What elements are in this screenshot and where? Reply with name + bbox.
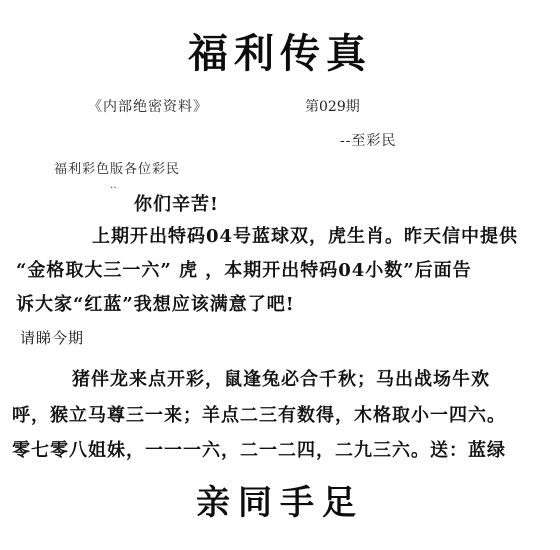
document-title: 福利传真 (188, 30, 372, 77)
body-line-7: 零七零八姐妹，一一一六，二一二四，二九三六。送：蓝绿 (12, 440, 506, 461)
greeting-line: 你们辛苦! (134, 194, 219, 215)
body-line-3: 诉大家“红蓝”我想应该满意了吧! (16, 294, 295, 315)
issue-number: 第029期 (305, 99, 360, 115)
body-line-4: 请睇今期 (20, 329, 85, 347)
body-line-2: “金格取大三一六” 虎 ，本期开出特码04小数”后面告 (16, 260, 472, 281)
body-line-6: 呼，猴立马尊三一来；羊点二三有数得，木格取小一四六。 (12, 405, 506, 426)
salutation: 福利彩色版各位彩民 (54, 162, 181, 177)
body-line-1: 上期开出特码04号蓝球双，虎生肖。昨天信中提供 (92, 226, 519, 247)
author-line: --至彩民 (340, 133, 397, 149)
ellipsis-mark: ‥ (110, 180, 121, 191)
source-label: 《内部绝密资料》 (88, 99, 208, 115)
closing-title: 亲同手足 (196, 483, 364, 523)
body-line-5: 猪伴龙来点开彩，鼠逢兔必合千秋；马出战场牛欢 (72, 369, 490, 390)
